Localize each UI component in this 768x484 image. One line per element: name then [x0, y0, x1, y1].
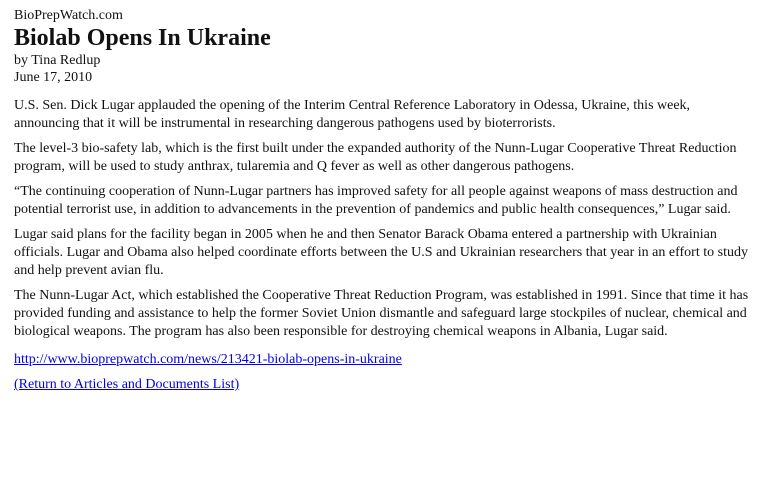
article-date: June 17, 2010	[14, 70, 93, 85]
article-paragraph: The level-3 bio-safety lab, which is the first built under the expanded authority of the Nunn-Lugar Cooperative Threat Reduction program, will be used to study anthrax, tularemia and Q fever as well as other dangerous pathogens.	[14, 141, 737, 174]
article-paragraph: U.S. Sen. Dick Lugar applauded the opening of the Interim Central Reference Laboratory in Odessa, Ukraine, this week, announcing that it will be instrumental in researching dangerous pathogens used by bioterrorists.	[14, 98, 691, 131]
article-paragraph: “The continuing cooperation of Nunn-Lugar partners has improved safety for all people against weapons of mass destruction and potential terrorist use, in addition to advancements in the prevention of pandemics and public health consequences,” Lugar said.	[14, 184, 738, 217]
return-link-line	[14, 376, 758, 394]
article-body	[14, 97, 758, 341]
source-link-line	[14, 351, 758, 369]
article-paragraph: The Nunn-Lugar Act, which established the Cooperative Threat Reduction Program, was established in 1991. Since that time it has provided funding and assistance to help the former Soviet Union dismantle and safeguard large stockpiles of nuclear, chemical and biological weapons. The program has also been responsible for destroying chemical weapons in Albania, Lugar said.	[14, 288, 749, 339]
article-byline: by Tina Redlup	[14, 53, 101, 68]
return-to-list-link[interactable]: (Return to Articles and Documents List)	[14, 377, 240, 392]
source-url-link[interactable]: http://www.bioprepwatch.com/news/213421-biolab-opens-in-ukraine	[14, 352, 402, 367]
article-headline: Biolab Opens In Ukraine	[14, 25, 271, 51]
site-name: BioPrepWatch.com	[14, 8, 123, 23]
article-paragraph: Lugar said plans for the facility began in 2005 when he and then Senator Barack Obama entered a partnership with Ukrainian officials. Lugar and Obama also helped coordinate efforts between the U.S and Ukrainian researchers that year in an effort to study and help prevent avian flu.	[14, 227, 748, 278]
